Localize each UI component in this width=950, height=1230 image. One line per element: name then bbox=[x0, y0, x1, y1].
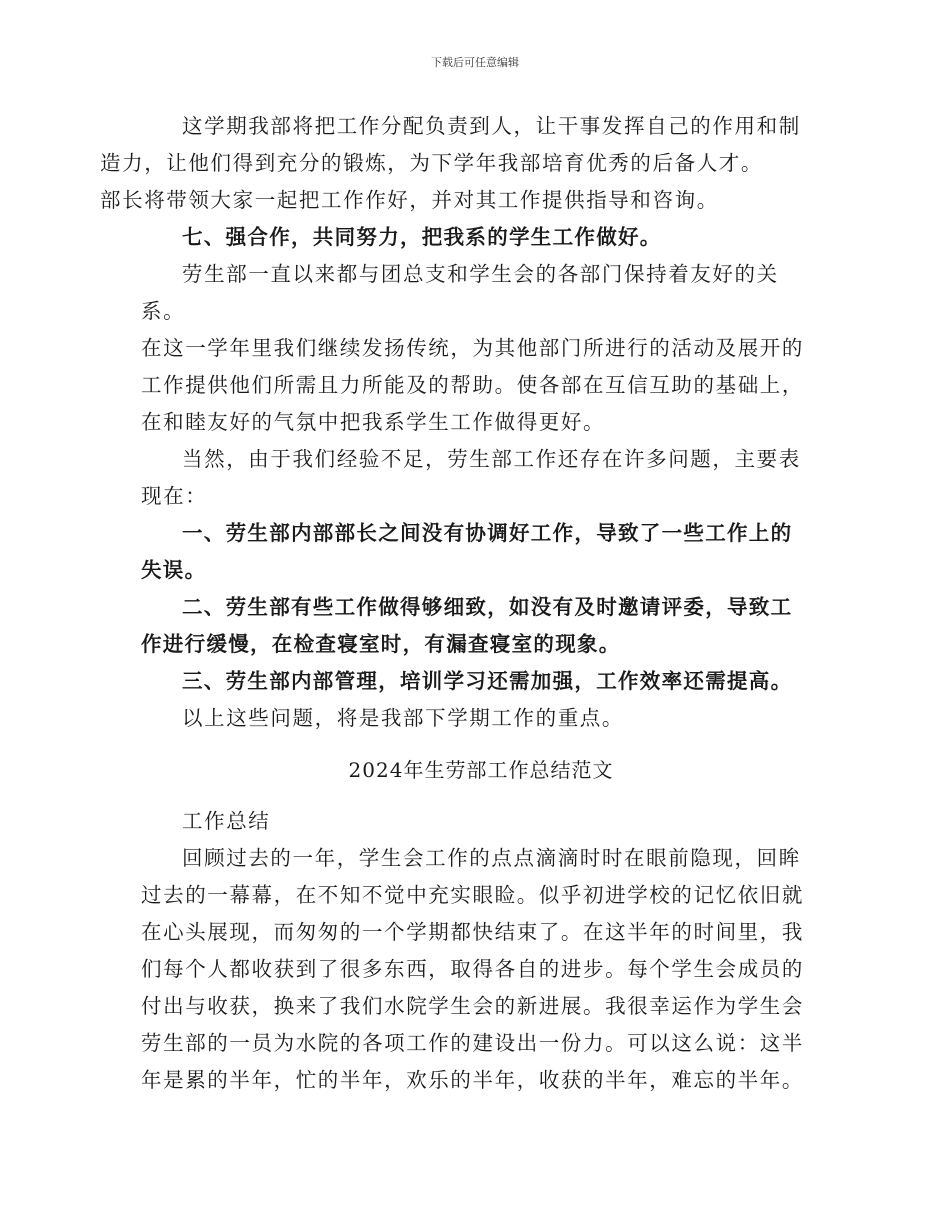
text-line: 二、劳生部有些工作做得够细致，如没有及时邀请评委，导致工 bbox=[182, 595, 793, 619]
text-line: 失误。 bbox=[141, 558, 207, 582]
paragraph-work-assignment bbox=[100, 108, 821, 219]
page-header-note: 下载后可任意编辑 bbox=[431, 56, 519, 69]
text-line: 部长将带领大家一起把工作作好，并对其工作提供指导和咨询。 bbox=[100, 188, 719, 212]
text-line: 作进行缓慢，在检查寝室时，有漏查寝室的现象。 bbox=[141, 632, 621, 656]
paragraph-problems-intro bbox=[141, 441, 821, 515]
text-line: 付出与收获，换来了我们水院学生会的新进展。我很幸运作为学生会 bbox=[141, 994, 804, 1018]
paragraph-work-summary-label: 工作总结 bbox=[182, 809, 271, 833]
problem-item-three: 三、劳生部内部管理，培训学习还需加强，工作效率还需提高。 bbox=[182, 669, 793, 693]
text-line: 回顾过去的一年，学生会工作的点点滴滴时时在眼前隐现，回眸 bbox=[182, 846, 801, 870]
text-line: 在心头展现，而匆匆的一个学期都快结束了。在这半年的时间里，我 bbox=[141, 920, 804, 944]
text-line: 这学期我部将把工作分配负责到人，让干事发挥自己的作用和制 bbox=[182, 114, 801, 138]
text-line: 在这一学年里我们继续发扬传统，为其他部门所进行的活动及展开的 bbox=[141, 336, 804, 360]
section-heading-seven: 七、强合作，共同努力，把我系的学生工作做好。 bbox=[182, 225, 662, 249]
text-line: 劳生部的一员为水院的各项工作的建设出一份力。可以这么说：这半 bbox=[141, 1031, 804, 1055]
document-title: 2024年生劳部工作总结范文 bbox=[348, 758, 614, 782]
text-line: 造力，让他们得到充分的锻炼，为下学年我部培育优秀的后备人才。 bbox=[100, 151, 763, 175]
text-line: 在和睦友好的气氛中把我系学生工作做得更好。 bbox=[141, 410, 606, 434]
text-line: 现在： bbox=[141, 484, 208, 508]
paragraph-review bbox=[141, 840, 821, 1099]
text-line: 们每个人都收获到了很多东西，取得各自的进步。每个学生会成员的 bbox=[141, 957, 804, 981]
text-line: 劳生部一直以来都与团总支和学生会的各部门保持着友好的关系。 bbox=[141, 262, 779, 323]
text-line: 一、劳生部内部部长之间没有协调好工作，导致了一些工作上的 bbox=[182, 521, 793, 545]
problem-item-two bbox=[141, 589, 821, 663]
problem-item-one bbox=[141, 515, 821, 589]
document-body bbox=[100, 108, 821, 1099]
paragraph-cooperation bbox=[141, 256, 821, 441]
paragraph-focus: 以上这些问题，将是我部下学期工作的重点。 bbox=[182, 706, 624, 730]
text-line: 过去的一幕幕，在不知不觉中充实眼睑。似乎初进学校的记忆依旧就 bbox=[141, 883, 804, 907]
text-line: 工作提供他们所需且力所能及的帮助。使各部在互信互助的基础上， bbox=[141, 373, 804, 397]
text-line: 年是累的半年，忙的半年，欢乐的半年，收获的半年，难忘的半年。 bbox=[141, 1068, 804, 1092]
text-line: 当然，由于我们经验不足，劳生部工作还存在许多问题，主要表 bbox=[182, 447, 801, 471]
